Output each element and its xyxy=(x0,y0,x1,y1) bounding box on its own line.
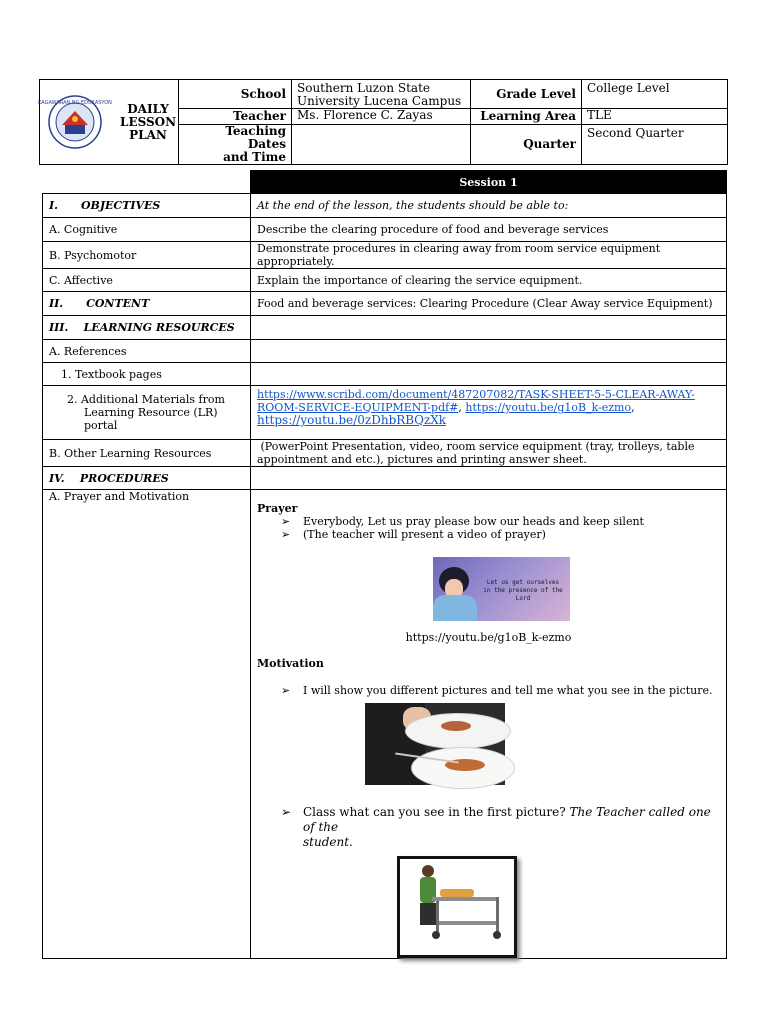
other-resources-value xyxy=(251,440,727,467)
link-separator: , xyxy=(458,401,466,414)
prayer-video-thumbnail xyxy=(433,557,570,621)
dates-label xyxy=(179,125,292,165)
motivation-heading: Motivation xyxy=(257,657,324,670)
other-resources-line-1: (PowerPoint Presentation, video, room service equipment (tray, trolleys, table xyxy=(257,440,695,453)
svg-text:KAGAWARAN NG EDUKASYON: KAGAWARAN NG EDUKASYON xyxy=(38,100,112,106)
arrow-bullet-icon: ➢ xyxy=(281,684,291,697)
trolley-wheel xyxy=(432,931,440,939)
list-item: ➢ Class what can you see in the first picture? The Teacher called one of the student. xyxy=(281,805,711,849)
dlp-title-line-1: DAILY xyxy=(127,101,169,116)
food-top-shape xyxy=(441,721,471,731)
plate-top-shape xyxy=(405,713,511,749)
textbook-label: 1. Textbook pages xyxy=(43,363,251,386)
teacher-value: Ms. Florence C. Zayas xyxy=(292,109,471,125)
trolley-leg-right xyxy=(496,897,499,933)
prayer-motivation-content xyxy=(251,490,727,959)
cognitive-label: A. Cognitive xyxy=(43,218,251,242)
additional-label-line-1: 2. Additional Materials from xyxy=(67,393,225,406)
dlp-title-line-2: LESSON xyxy=(120,114,177,129)
arrow-bullet-icon: ➢ xyxy=(281,805,292,819)
procedures-label: IV. PROCEDURES xyxy=(43,467,251,490)
trolley-top-shelf xyxy=(432,897,498,901)
server-legs-shape xyxy=(420,903,436,925)
grade-value: College Level xyxy=(582,80,728,109)
school-value-line-2: University Lucena Campus xyxy=(297,94,462,108)
motivation-bullets xyxy=(257,684,720,697)
scribd-link-line-1[interactable]: https://www.scribd.com/document/487207082/TASK-SHEET-5-5-CLEAR-AWAY- xyxy=(257,388,695,401)
session-header: Session 1 xyxy=(251,171,727,194)
trolley-items-shape xyxy=(440,889,474,897)
prayer-video-link[interactable]: https://youtu.be/g1oB_k-ezmo xyxy=(405,631,572,644)
objectives-label: I. OBJECTIVES xyxy=(43,194,251,218)
header-table xyxy=(39,79,728,165)
procedures-value xyxy=(251,467,727,490)
clearing-plates-photo xyxy=(365,703,505,785)
list-item: ➢ Everybody, Let us pray please bow our heads and keep silent xyxy=(281,515,644,528)
resources-value xyxy=(251,316,727,340)
other-resources-label: B. Other Learning Resources xyxy=(43,440,251,467)
additional-label-line-2: Learning Resource (LR) xyxy=(84,406,218,419)
dates-value xyxy=(292,125,471,165)
psychomotor-value: Demonstrate procedures in clearing away from room service equipment appropriately. xyxy=(251,242,727,269)
youtube-link-1[interactable]: https://youtu.be/g1oB_k-ezmo xyxy=(465,401,632,414)
affective-value: Explain the importance of clearing the service equipment. xyxy=(251,269,727,292)
affective-label: C. Affective xyxy=(43,269,251,292)
session-blank-cell xyxy=(43,171,251,194)
deped-seal-icon xyxy=(38,95,112,149)
arrow-bullet-icon: ➢ xyxy=(281,515,291,528)
trolley-wheel xyxy=(493,931,501,939)
list-item: ➢ I will show you different pictures and tell me what you see in the picture. xyxy=(281,684,713,697)
school-value-line-1: Southern Luzon State xyxy=(297,81,431,95)
cognitive-value: Describe the clearing procedure of food and beverage services xyxy=(251,218,727,242)
dates-label-line-1: Teaching Dates xyxy=(225,124,286,151)
other-resources-line-2: appointment and etc.), pictures and printing answer sheet. xyxy=(257,453,587,466)
objectives-value: At the end of the lesson, the students should be able to: xyxy=(251,194,727,218)
trolley-bottom-shelf xyxy=(436,921,498,925)
prayer-motivation-label: A. Prayer and Motivation xyxy=(43,490,251,959)
teacher-label: Teacher xyxy=(179,109,292,125)
grade-label: Grade Level xyxy=(471,80,582,109)
additional-label-line-3: portal xyxy=(84,419,118,432)
logo-title-cell xyxy=(40,80,179,165)
woman-shirt-shape xyxy=(433,595,477,621)
additional-label xyxy=(43,386,251,440)
dates-label-line-2: and Time xyxy=(223,150,286,164)
psychomotor-label: B. Psychomotor xyxy=(43,242,251,269)
prayer-bullets xyxy=(257,515,720,541)
lesson-table xyxy=(42,170,727,959)
references-value xyxy=(251,340,727,363)
motivation-question xyxy=(257,805,720,850)
additional-value: https://www.scribd.com/document/487207082/TASK-SHEET-5-5-CLEAR-AWAY- ROOM-SERVICE-EQUIPMENT-pdf#, https://youtu.be/g1oB_k-ezmo, https://youtu.be/0zDhbRBQzXk xyxy=(251,386,727,440)
quarter-label: Quarter xyxy=(471,125,582,165)
resources-label: III. LEARNING RESOURCES xyxy=(43,316,251,340)
youtube-link-2[interactable]: https://youtu.be/0zDhbRBQzXk xyxy=(257,413,447,427)
scribd-link-line-2[interactable]: ROOM-SERVICE-EQUIPMENT-pdf# xyxy=(257,401,459,414)
server-head-shape xyxy=(422,865,434,877)
content-value: Food and beverage services: Clearing Procedure (Clear Away service Equipment) xyxy=(251,292,727,316)
dlp-title-line-3: PLAN xyxy=(129,127,167,142)
room-service-trolley-picture xyxy=(397,856,517,958)
textbook-value xyxy=(251,363,727,386)
prayer-heading: Prayer xyxy=(257,502,298,515)
thumbnail-caption: Let us get ourselves in the presence of the Lord xyxy=(483,579,563,602)
area-value: TLE xyxy=(582,109,728,125)
content-label: II. CONTENT xyxy=(43,292,251,316)
area-label: Learning Area xyxy=(471,109,582,125)
references-label: A. References xyxy=(43,340,251,363)
school-label: School xyxy=(179,80,292,109)
school-value xyxy=(292,80,471,109)
arrow-bullet-icon: ➢ xyxy=(281,528,291,541)
trolley-leg-left xyxy=(436,901,439,933)
quarter-value: Second Quarter xyxy=(582,125,728,165)
list-item: ➢ (The teacher will present a video of prayer) xyxy=(281,528,546,541)
